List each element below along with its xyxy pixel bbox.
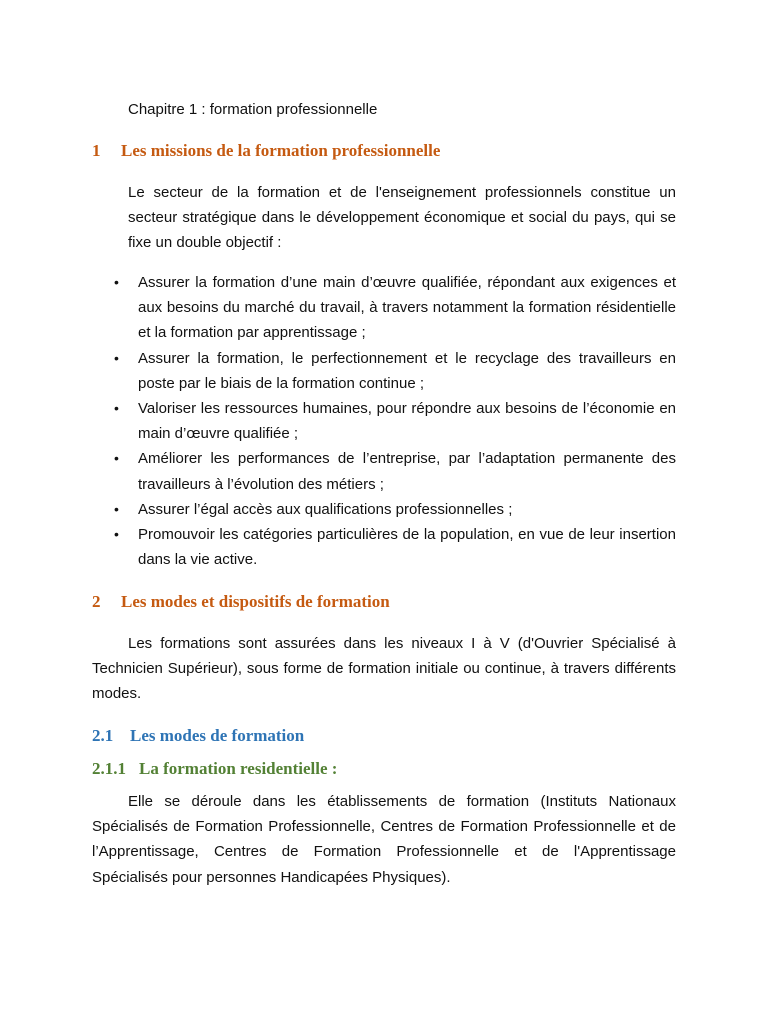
section-title: Les modes de formation <box>130 726 305 745</box>
section-title: Les missions de la formation professionnelle <box>121 141 441 160</box>
section-heading-1 <box>92 140 440 162</box>
section-title: Les modes et dispositifs de formation <box>121 592 390 611</box>
bullet-icon: • <box>114 349 119 366</box>
section-1-intro: Le secteur de la formation et de l'enseignement professionnels constitue un secteur stratégique dans le développement économique et social du pays, qui se fixe un double objectif : <box>128 184 676 252</box>
list-item <box>92 270 676 346</box>
list-item-text: Assurer la formation d’une main d’œuvre qualifiée, répondant aux exigences et aux besoins du marché du travail, à travers notamment la formation résidentielle et la formation par apprentissage ; <box>138 274 676 342</box>
section-2-text: Les formations sont assurées dans les niveaux I à V (d'Ouvrier Spécialisé à Technicien Supérieur), sous forme de formation initiale ou continue, à travers différents modes. <box>92 635 676 703</box>
bullet-icon: • <box>114 400 119 417</box>
bullet-icon: • <box>114 526 119 543</box>
list-item <box>92 497 676 522</box>
section-heading-2-1-1 <box>92 758 337 780</box>
section-number: 2.1 <box>92 726 114 745</box>
list-item-text: Assurer la formation, le perfectionnement et le recyclage des travailleurs en poste par le biais de la formation continue ; <box>138 349 676 392</box>
list-item <box>92 346 676 396</box>
section-number: 2 <box>92 592 101 611</box>
section-number: 1 <box>92 141 101 160</box>
list-item-text: Valoriser les ressources humaines, pour répondre aux besoins de l’économie en main d’œuvre qualifiée ; <box>138 400 676 443</box>
list-item-text: Assurer l’égal accès aux qualifications professionnelles ; <box>138 500 513 518</box>
bullet-icon: • <box>114 500 119 517</box>
bullet-icon: • <box>114 274 119 290</box>
list-item-text: Promouvoir les catégories particulières de la population, en vue de leur insertion dans la vie active. <box>138 526 676 569</box>
section-2-1-1-text: Elle se déroule dans les établissements de formation (Instituts Nationaux Spécialisés de Formation Professionnelle, Centres de Formation Professionnelle et de l’Apprentissage, Centres de Formation Professionnelle et de l'Apprentissage Spécialisés pour personnes Handicapées Physiques). <box>92 793 676 886</box>
bullet-icon: • <box>114 450 119 467</box>
list-item <box>92 446 676 496</box>
section-number: 2.1.1 <box>92 759 126 778</box>
section-heading-2-1 <box>92 725 304 747</box>
list-item <box>92 522 676 572</box>
list-item <box>92 396 676 446</box>
objectives-list <box>92 270 676 572</box>
section-title: La formation residentielle : <box>139 759 338 778</box>
list-item-text: Améliorer les performances de l’entreprise, par l’adaptation permanente des travailleurs à l’évolution des métiers ; <box>138 450 676 493</box>
chapter-line: Chapitre 1 : formation professionnelle <box>128 101 378 118</box>
section-heading-2 <box>92 591 390 613</box>
